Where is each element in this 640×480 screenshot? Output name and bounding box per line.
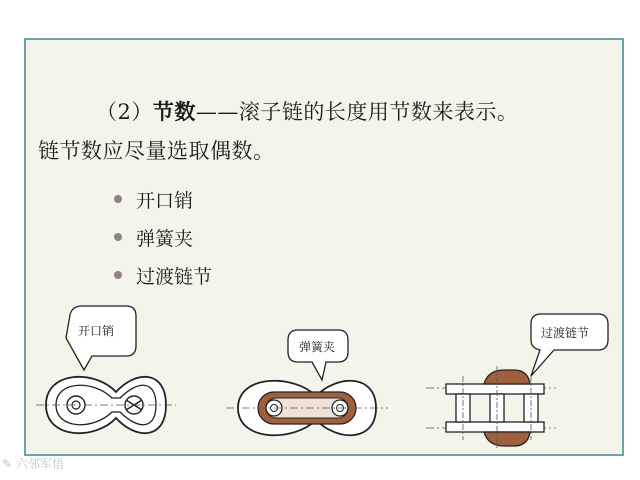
heading-term: 节数 bbox=[152, 99, 196, 124]
heading-rest: 滚子链的长度用节数来表示。 bbox=[238, 100, 519, 124]
watermark-logo-icon: ✎ bbox=[2, 457, 16, 471]
even-number-sentence: 链节数应尽量选取偶数。 bbox=[38, 139, 275, 163]
watermark bbox=[2, 455, 64, 472]
heading-prefix: （2） bbox=[96, 100, 153, 124]
offset-link-diagram bbox=[426, 314, 608, 450]
list-item-label: 过渡链节 bbox=[136, 265, 213, 288]
spring-clip-diagram bbox=[226, 330, 388, 435]
heading-dash: —— bbox=[195, 100, 239, 124]
list-item-label: 弹簧夹 bbox=[136, 227, 194, 250]
slide-panel bbox=[24, 38, 624, 456]
watermark-text: 六邻军悟 bbox=[15, 457, 64, 471]
spring-clip-label: 弹簧夹 bbox=[299, 340, 336, 354]
list-item-label: 开口销 bbox=[136, 189, 194, 212]
chain-joint-illustrations bbox=[26, 40, 622, 454]
offset-link-label: 过渡链节 bbox=[541, 326, 590, 340]
split-pin-label: 开口销 bbox=[78, 324, 115, 338]
split-pin-diagram bbox=[36, 306, 176, 433]
